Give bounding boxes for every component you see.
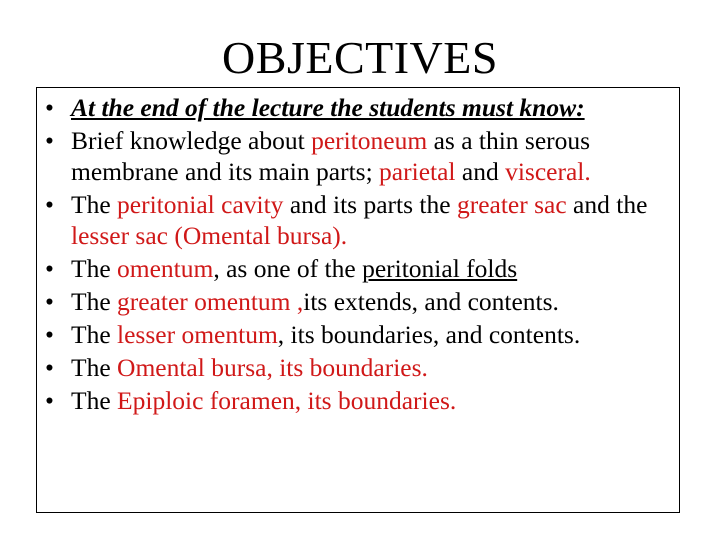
list-item [37, 385, 681, 416]
slide-title: OBJECTIVES [222, 32, 498, 83]
list-item [37, 352, 681, 383]
list-item [37, 319, 681, 350]
bullet-marker: • [45, 287, 54, 316]
term-visceral: visceral. [505, 157, 591, 186]
item-text: , as one of the [213, 254, 363, 283]
item-text: The [71, 386, 118, 415]
bullet-marker: • [45, 254, 54, 283]
item-text: and the [566, 190, 648, 219]
intro-text: At the end of the lecture the students must know: [71, 93, 585, 122]
term-peritonial-folds: peritonial folds [362, 254, 518, 283]
bullet-marker: • [45, 190, 54, 219]
term-parietal: parietal [379, 157, 456, 186]
item-text: , its boundaries, and contents. [277, 320, 581, 349]
list-item [37, 189, 681, 251]
item-text: as a thin serous membrane and its main parts; [71, 126, 591, 186]
item-text: its extends, and contents. [303, 287, 559, 316]
item-text: The [71, 287, 118, 316]
bullet-marker: • [45, 320, 54, 349]
term-peritonial-cavity: peritonial cavity [117, 190, 284, 219]
list-item [37, 286, 681, 317]
item-text: The [71, 353, 118, 382]
list-item [37, 253, 681, 284]
term-lesser-omentum: lesser omentum [117, 320, 278, 349]
item-text: and its parts the [283, 190, 457, 219]
term-greater-omentum: greater omentum , [117, 287, 304, 316]
bullet-marker: • [45, 126, 54, 155]
bullet-marker: • [45, 93, 54, 122]
item-text: Brief knowledge about [71, 126, 312, 155]
term-epiploic-foramen: Epiploic foramen, its boundaries. [117, 386, 457, 415]
objectives-box [36, 87, 680, 513]
item-text: and [455, 157, 506, 186]
item-text: The [71, 254, 118, 283]
bullet-marker: • [45, 353, 54, 382]
term-lesser-sac: lesser sac (Omental bursa). [71, 221, 348, 250]
term-peritoneum: peritoneum [311, 126, 428, 155]
bullet-marker: • [45, 386, 54, 415]
term-omental-bursa: Omental bursa, its boundaries. [117, 353, 428, 382]
list-item [37, 92, 681, 123]
term-omentum: omentum [117, 254, 214, 283]
term-greater-sac: greater sac [456, 190, 567, 219]
list-item [37, 125, 681, 187]
item-text: The [71, 190, 118, 219]
objectives-list [37, 92, 681, 418]
item-text: The [71, 320, 118, 349]
